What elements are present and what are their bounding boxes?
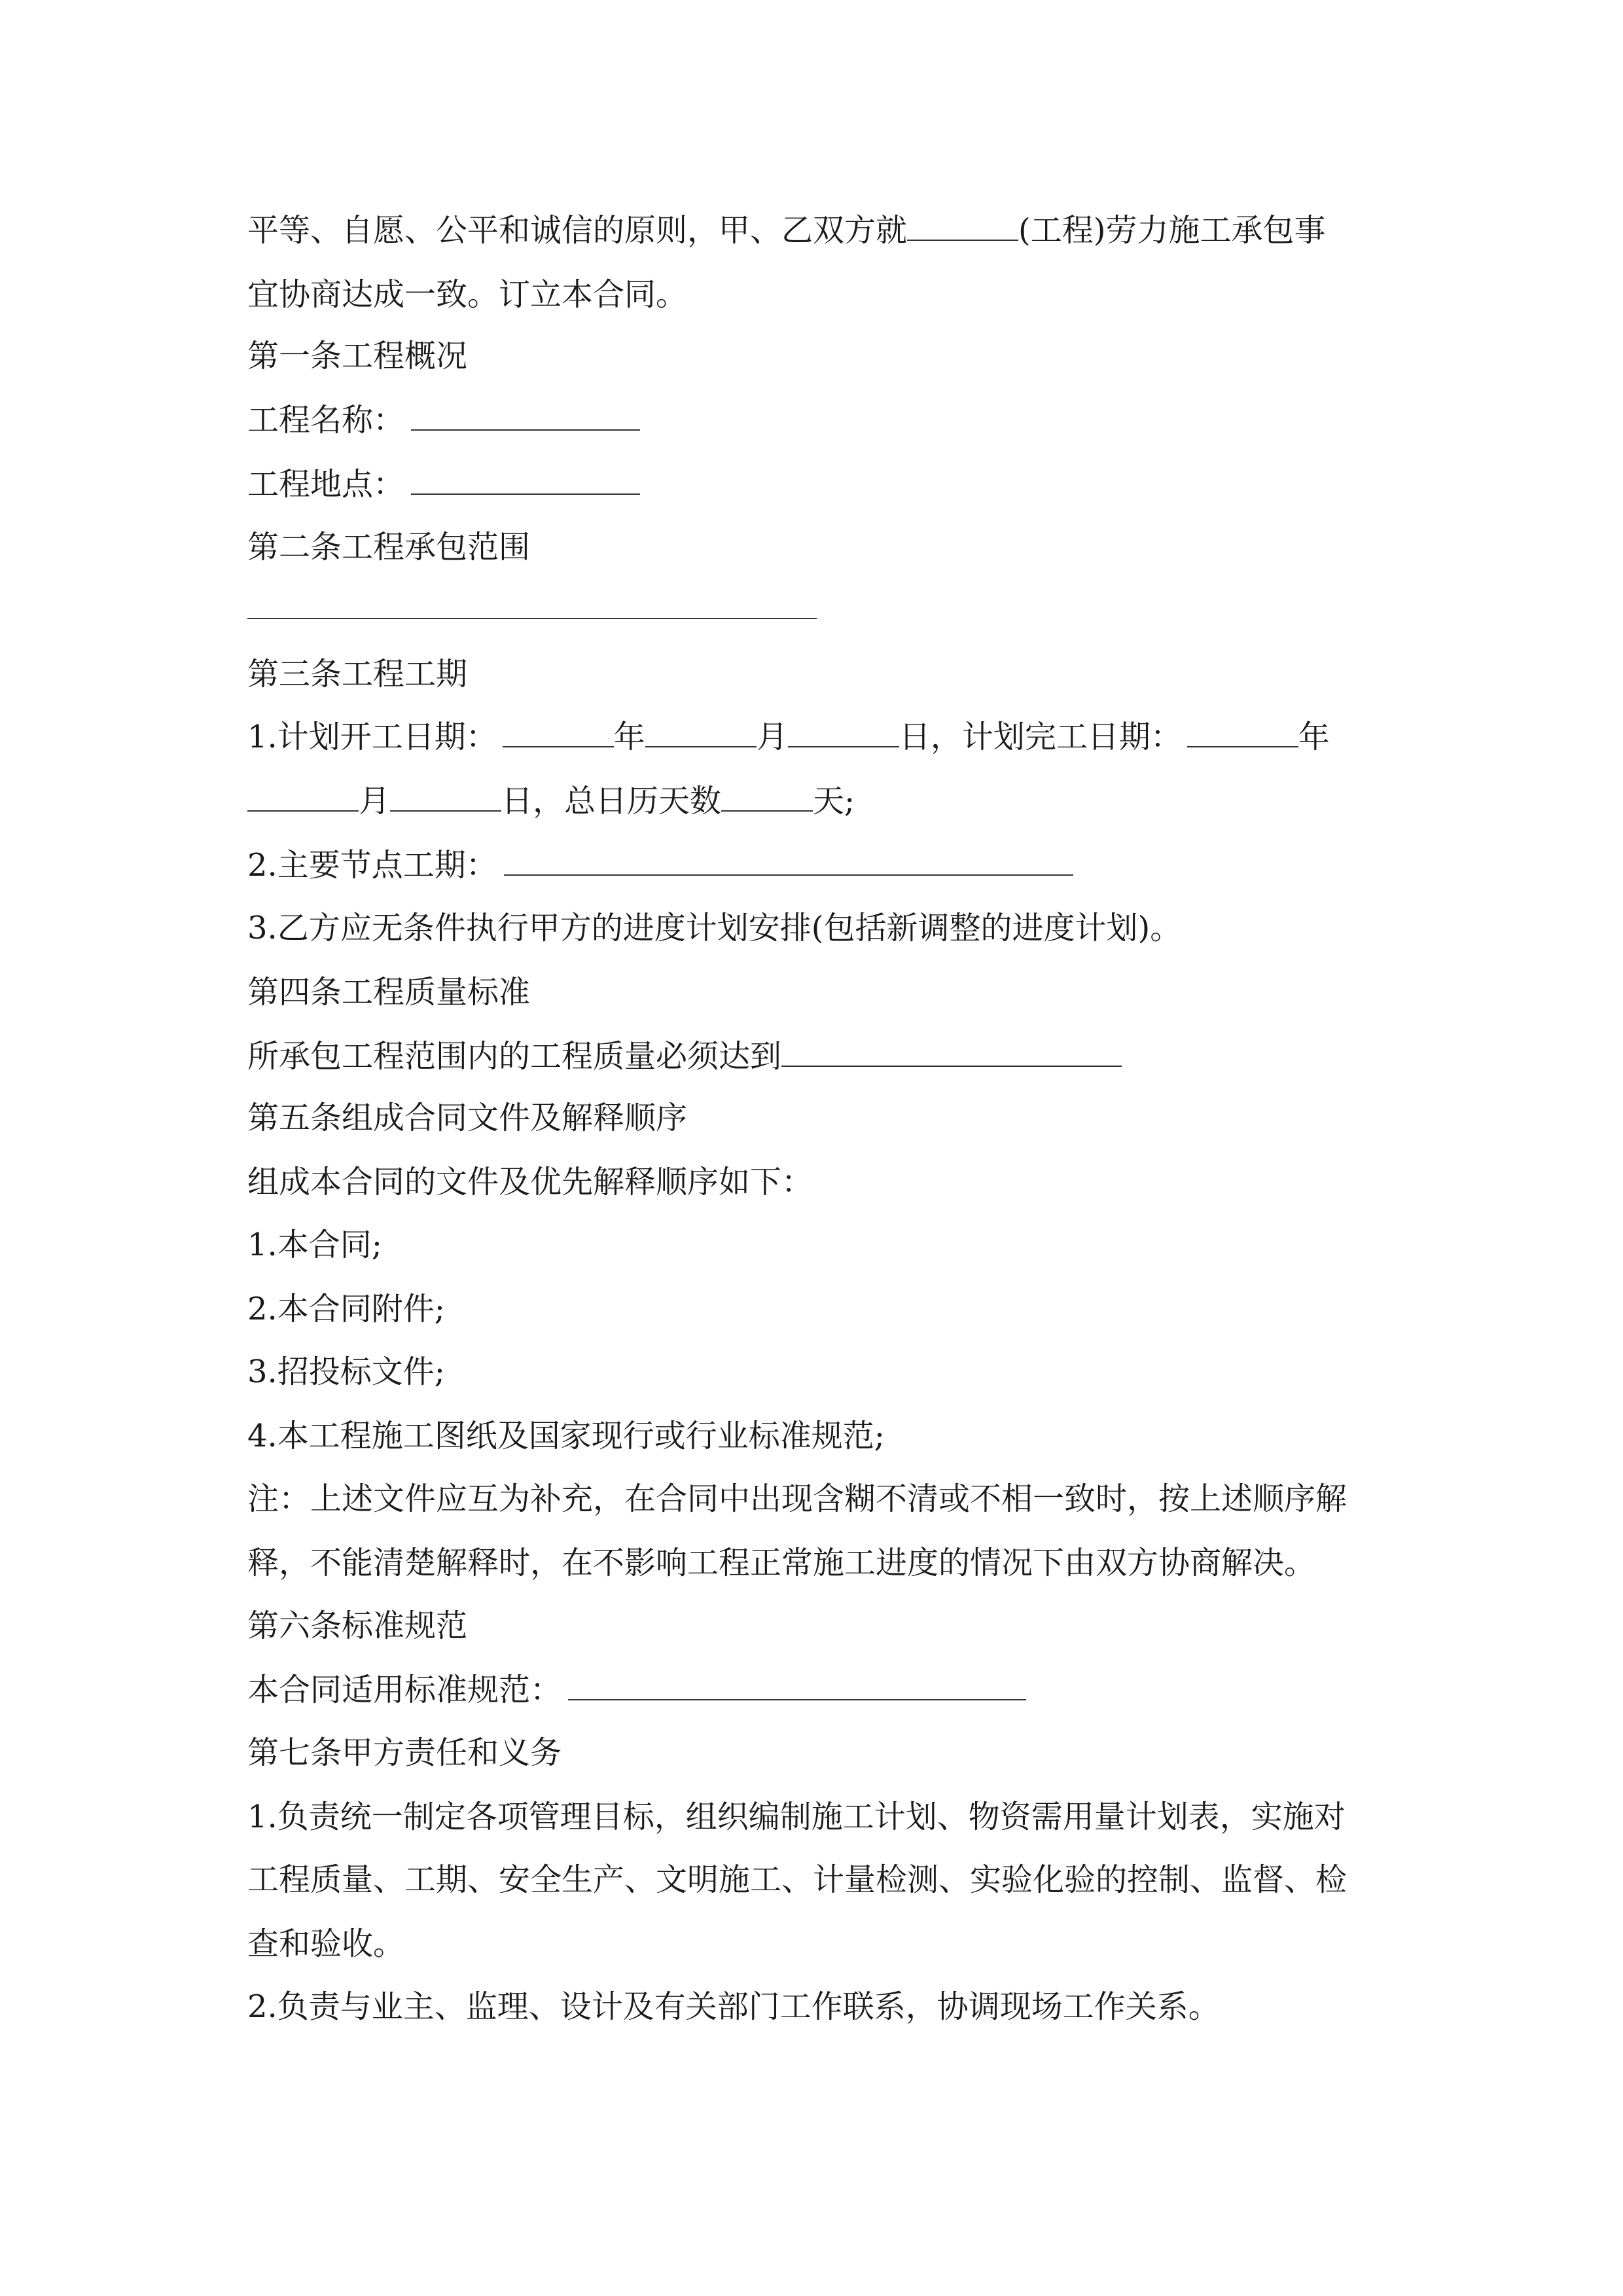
standards-row [247, 1670, 1026, 1710]
article-6-title: 第六条标准规范 [247, 1607, 468, 1644]
documents-intro: 组成本合同的文件及优先解释顺序如下： [247, 1164, 813, 1200]
article-5-title: 第五条组成合同文件及解释顺序 [247, 1100, 688, 1136]
start-year-unit: 年 [613, 719, 645, 755]
milestone-row [247, 846, 1073, 885]
intro-text-b: (工程)劳力施工承包事 [1018, 212, 1326, 249]
schedule-item-3: 3.乙方应无条件执行甲方的进度计划安排(包括新调整的进度计划)。 [247, 910, 1182, 946]
quality-label: 所承包工程范围内的工程质量必须达到 [247, 1038, 782, 1075]
standards-field[interactable] [568, 1670, 1026, 1700]
project-site-field[interactable] [411, 465, 640, 495]
quality-field[interactable] [781, 1037, 1122, 1067]
end-day-field[interactable] [390, 781, 501, 812]
schedule-row-2 [247, 781, 855, 821]
project-site-row [247, 465, 640, 504]
end-year-unit: 年 [1298, 719, 1330, 755]
total-days-field[interactable] [721, 781, 813, 812]
project-name-row [247, 401, 640, 440]
start-date-label: 1.计划开工日期： [247, 719, 497, 755]
intro-text-a: 平等、自愿、公平和诚信的原则，甲、乙双方就 [247, 212, 908, 249]
document-item: 1.本合同; [247, 1227, 382, 1263]
end-date-label: 日，计划完工日期： [899, 719, 1182, 755]
end-month-field[interactable] [247, 781, 359, 812]
article-1-title: 第一条工程概况 [247, 338, 468, 374]
note-line-2: 释，不能清楚解释时，在不影响工程正常施工进度的情况下由双方协商解决。 [247, 1545, 1316, 1581]
days-unit: 天; [813, 783, 855, 819]
intro-line-2: 宜协商达成一致。订立本合同。 [247, 276, 688, 313]
start-day-field[interactable] [788, 717, 899, 747]
scope-field[interactable] [247, 589, 817, 619]
total-days-label: 日，总日历天数 [501, 783, 722, 819]
duty-2: 2.负责与业主、监理、设计及有关部门工作联系，协调现场工作关系。 [247, 1988, 1220, 2025]
document-item: 2.本合同附件; [247, 1291, 445, 1327]
document-item: 3.招投标文件; [247, 1354, 445, 1390]
start-year-field[interactable] [503, 717, 614, 747]
duty-1-line-2: 工程质量、工期、安全生产、文明施工、计量检测、实验化验的控制、监督、检 [247, 1861, 1347, 1898]
standards-label: 本合同适用标准规范： [247, 1672, 562, 1708]
project-blank[interactable] [907, 211, 1018, 241]
start-month-field[interactable] [645, 717, 757, 747]
duty-1-line-1: 1.负责统一制定各项管理目标，组织编制施工计划、物资需用量计划表，实施对 [247, 1799, 1346, 1835]
scope-row [247, 589, 817, 628]
start-month-unit: 月 [756, 719, 788, 755]
end-year-field[interactable] [1187, 717, 1298, 747]
article-2-title: 第二条工程承包范围 [247, 529, 531, 565]
intro-line-1 [247, 211, 1325, 250]
article-3-title: 第三条工程工期 [247, 656, 468, 692]
project-name-label: 工程名称： [247, 402, 405, 439]
end-month-unit: 月 [359, 783, 391, 819]
project-name-field[interactable] [411, 401, 640, 431]
quality-row [247, 1037, 1122, 1076]
project-site-label: 工程地点： [247, 466, 405, 503]
duty-1-line-3: 查和验收。 [247, 1926, 405, 1962]
document-item: 4.本工程施工图纸及国家现行或行业标准规范; [247, 1418, 885, 1454]
article-7-title: 第七条甲方责任和义务 [247, 1734, 562, 1771]
milestone-label: 2.主要节点工期： [247, 847, 497, 884]
schedule-row-1 [247, 717, 1330, 757]
note-line-1: 注：上述文件应互为补充，在合同中出现含糊不清或不相一致时，按上述顺序解 [247, 1480, 1347, 1517]
article-4-title: 第四条工程质量标准 [247, 974, 531, 1011]
milestone-field[interactable] [504, 846, 1073, 876]
